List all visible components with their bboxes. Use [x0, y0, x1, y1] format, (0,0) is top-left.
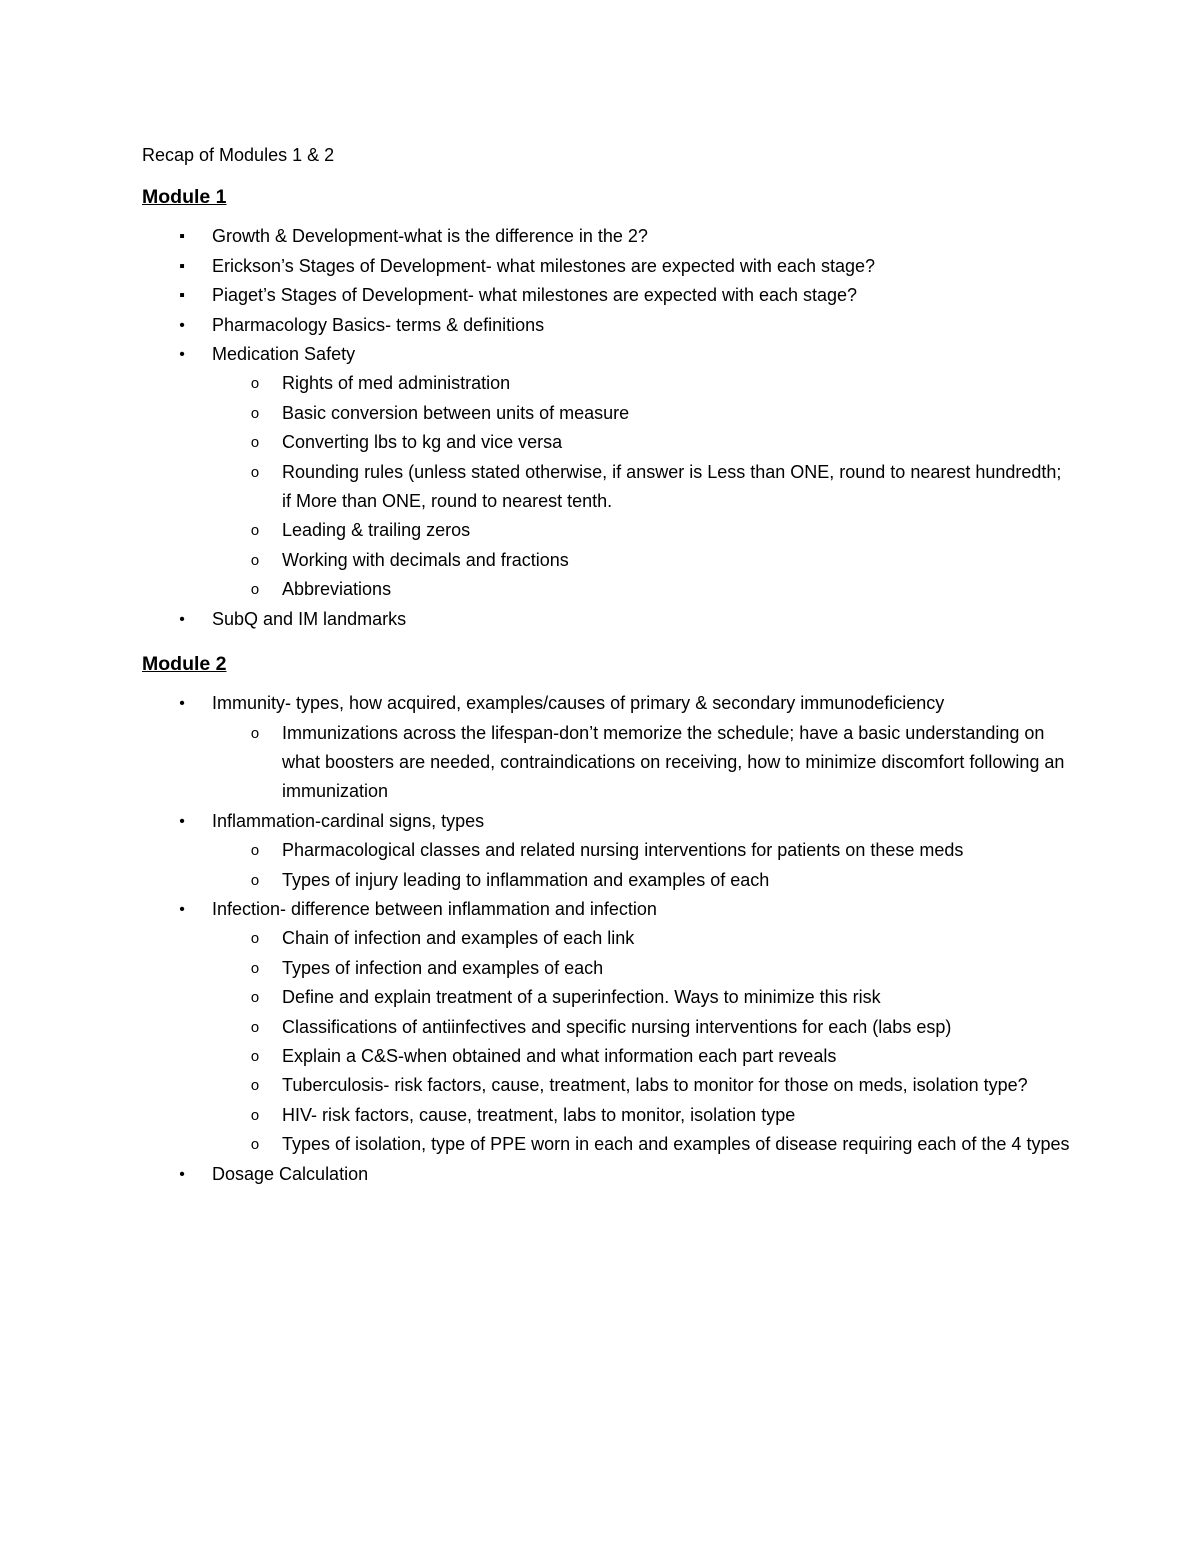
circle-bullet-icon: o — [250, 960, 260, 978]
circle-bullet-icon: o — [250, 931, 260, 949]
sub-list-item-text: Types of infection and examples of each — [282, 957, 604, 978]
list-item — [142, 1160, 1072, 1189]
sub-list-item — [212, 546, 1072, 575]
list-item — [142, 222, 1072, 251]
sub-list-item-text: Pharmacological classes and related nursing interventions for patients on these meds — [282, 840, 964, 861]
sub-list-item — [212, 399, 1072, 428]
bullet-icon: • — [179, 610, 185, 628]
circle-bullet-icon: o — [250, 990, 260, 1008]
list-item-text: Infection- difference between inflammation and infection — [212, 898, 657, 919]
sub-list-item — [212, 1071, 1072, 1100]
sub-list-item — [212, 369, 1072, 398]
sub-list-item — [212, 458, 1072, 517]
circle-bullet-icon: o — [250, 1107, 260, 1125]
sub-list-item-text: Rights of med administration — [282, 373, 511, 394]
circle-bullet-icon: o — [250, 523, 260, 541]
sub-list-item-text: Types of isolation, type of PPE worn in each and examples of disease requiring each of the 4 types — [282, 1134, 1070, 1155]
sub-list-item-text: Define and explain treatment of a superinfection. Ways to minimize this risk — [282, 987, 881, 1008]
circle-bullet-icon: o — [250, 1048, 260, 1066]
circle-bullet-icon: o — [250, 1137, 260, 1155]
sub-list-item — [212, 428, 1072, 457]
circle-bullet-icon: o — [250, 464, 260, 482]
sub-list-item — [212, 516, 1072, 545]
module-2-list — [142, 689, 1072, 1189]
sub-list-item — [212, 719, 1072, 807]
sub-list — [212, 836, 1072, 895]
bullet-icon: • — [179, 1165, 185, 1183]
list-item-text: SubQ and IM landmarks — [212, 608, 407, 629]
circle-bullet-icon: o — [250, 376, 260, 394]
circle-bullet-icon: o — [250, 1078, 260, 1096]
sub-list-item-text: Tuberculosis- risk factors, cause, treatment, labs to monitor for those on meds, isolation type? — [282, 1075, 1028, 1096]
circle-bullet-icon: o — [250, 872, 260, 890]
sub-list-item-text: Leading & trailing zeros — [282, 520, 471, 541]
sub-list-item — [212, 575, 1072, 604]
sub-list-item-text: Abbreviations — [282, 579, 392, 600]
sub-list-item — [212, 1101, 1072, 1130]
list-item — [142, 311, 1072, 340]
document-title: Recap of Modules 1 & 2 — [142, 145, 335, 165]
list-item-text: Growth & Development-what is the difference in the 2? — [212, 226, 648, 247]
sub-list-item-text: Chain of infection and examples of each link — [282, 928, 635, 949]
bullet-icon: • — [179, 346, 185, 364]
sub-list-item — [212, 1013, 1072, 1042]
bullet-icon: ▪ — [179, 228, 185, 246]
list-item-text: Inflammation-cardinal signs, types — [212, 810, 485, 831]
sub-list-item — [212, 954, 1072, 983]
sub-list-item — [212, 866, 1072, 895]
list-item-text: Immunity- types, how acquired, examples/causes of primary & secondary immunodeficiency — [212, 693, 945, 714]
circle-bullet-icon: o — [250, 582, 260, 600]
sub-list-item-text: Immunizations across the lifespan-don’t memorize the schedule; have a basic understanding on what boosters are needed, contraindications on receiving, how to minimize discomfort following an immunization — [282, 722, 1065, 802]
list-item — [142, 807, 1072, 895]
list-item — [142, 281, 1072, 310]
module-1-list — [142, 222, 1072, 634]
list-item — [142, 340, 1072, 605]
sub-list-item-text: Explain a C&S-when obtained and what information each part reveals — [282, 1045, 837, 1066]
bullet-icon: • — [179, 812, 185, 830]
circle-bullet-icon: o — [250, 552, 260, 570]
document-body — [142, 141, 1072, 1189]
circle-bullet-icon: o — [250, 405, 260, 423]
sub-list-item-text: Types of injury leading to inflammation and examples of each — [282, 869, 770, 890]
sub-list-item-text: Rounding rules (unless stated otherwise, if answer is Less than ONE, round to nearest hundredth; if More than ONE, round to nearest tenth. — [282, 461, 1062, 512]
sub-list-item — [212, 836, 1072, 865]
sub-list-item-text: Working with decimals and fractions — [282, 549, 569, 570]
bullet-icon: • — [179, 695, 185, 713]
circle-bullet-icon: o — [250, 435, 260, 453]
module-1-heading: Module 1 — [142, 186, 227, 209]
list-item — [142, 689, 1072, 807]
bullet-icon: ▪ — [179, 257, 185, 275]
sub-list — [212, 369, 1072, 604]
sub-list — [212, 719, 1072, 807]
circle-bullet-icon: o — [250, 1019, 260, 1037]
list-item — [142, 895, 1072, 1160]
sub-list-item-text: Classifications of antiinfectives and specific nursing interventions for each (labs esp) — [282, 1016, 952, 1037]
bullet-icon: • — [179, 316, 185, 334]
list-item-text: Pharmacology Basics- terms & definitions — [212, 314, 545, 335]
sub-list-item-text: Basic conversion between units of measure — [282, 402, 630, 423]
list-item — [142, 605, 1072, 634]
sub-list-item — [212, 924, 1072, 953]
bullet-icon: ▪ — [179, 287, 185, 305]
list-item-text: Piaget’s Stages of Development- what milestones are expected with each stage? — [212, 285, 858, 306]
sub-list-item — [212, 1130, 1072, 1159]
list-item-text: Medication Safety — [212, 344, 356, 365]
sub-list-item — [212, 1042, 1072, 1071]
list-item-text: Dosage Calculation — [212, 1163, 369, 1184]
sub-list-item — [212, 983, 1072, 1012]
sub-list — [212, 924, 1072, 1159]
list-item — [142, 252, 1072, 281]
module-2-heading: Module 2 — [142, 653, 227, 676]
sub-list-item-text: Converting lbs to kg and vice versa — [282, 432, 563, 453]
circle-bullet-icon: o — [250, 843, 260, 861]
sub-list-item-text: HIV- risk factors, cause, treatment, labs to monitor, isolation type — [282, 1104, 796, 1125]
list-item-text: Erickson’s Stages of Development- what milestones are expected with each stage? — [212, 255, 876, 276]
bullet-icon: • — [179, 900, 185, 918]
circle-bullet-icon: o — [250, 725, 260, 743]
